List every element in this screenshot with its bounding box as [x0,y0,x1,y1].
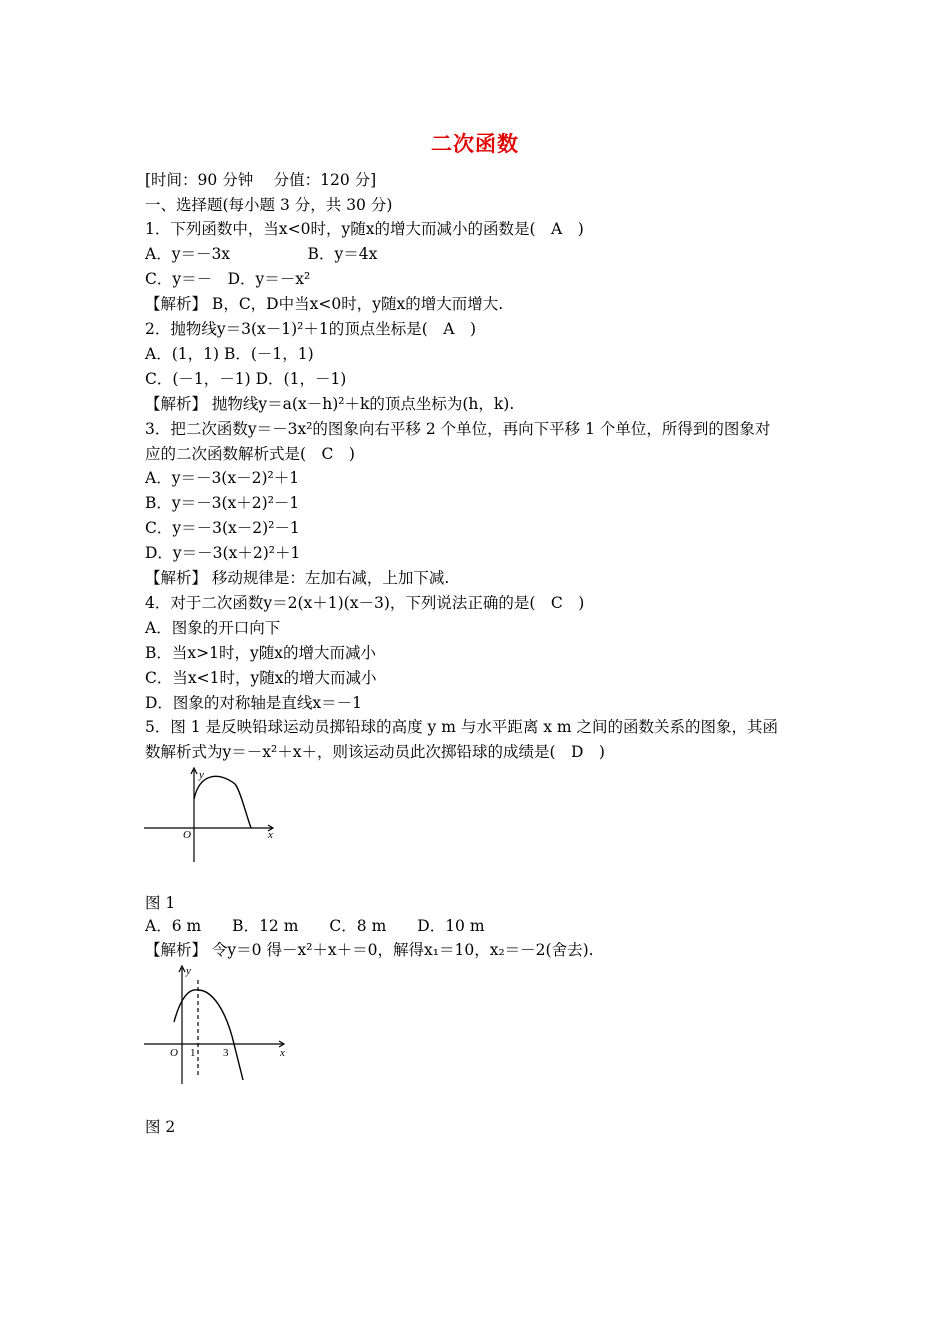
fig1-x-label: x [268,829,273,841]
q3-stem-line1: 3．把二次函数y＝－3x²的图象向右平移 2 个单位，再向下平移 1 个单位，所得到的图象对 [145,420,771,438]
fig1-origin-label: O [183,829,191,841]
q3-option-c: C．y＝－3(x－2)²－1 [145,519,300,537]
q3-analysis: 【解析】 移动规律是：左加右减，上加下减. [145,569,450,587]
q2-stem: 2．抛物线y＝3(x－1)²＋1的顶点坐标是( A ) [145,320,477,338]
q3-stem-line2: 应的二次函数解析式是( C ) [145,445,355,463]
q1-analysis: 【解析】 B，C，D中当x<0时，y随x的增大而增大. [145,295,504,313]
figure-2-graph [140,960,295,1088]
q2-analysis: 【解析】 抛物线y＝a(x－h)²＋k的顶点坐标为(h，k). [145,395,515,413]
q4-option-b: B．当x>1时，y随x的增大而减小 [145,644,376,662]
figure-1-caption: 图 1 [145,894,176,912]
q2-options-cd: C．(－1，－1) D．(1，－1) [145,370,347,388]
figure-1-graph [140,762,285,866]
fig2-origin-label: O [170,1047,178,1059]
q4-stem: 4．对于二次函数y＝2(x＋1)(x－3)，下列说法正确的是( C ) [145,594,585,612]
q5-options: A．6 m B．12 m C．8 m D．10 m [145,917,485,935]
q5-analysis: 【解析】 令y＝0 得－x²＋x＋＝0，解得x₁＝10，x₂＝－2(舍去). [145,941,594,959]
page-title: 二次函数 [431,131,519,156]
q5-stem-line2: 数解析式为y＝－x²＋x＋，则该运动员此次掷铅球的成绩是( D ) [145,743,605,761]
fig1-y-label: y [199,769,204,781]
fig2-tick-1: 1 [190,1047,196,1059]
fig2-y-label: y [186,965,191,977]
fig2-tick-3: 3 [223,1047,229,1059]
q4-option-a: A．图象的开口向下 [145,619,281,637]
q1-stem: 1．下列函数中，当x<0时，y随x的增大而减小的函数是( A ) [145,220,584,238]
q4-option-d: D．图象的对称轴是直线x＝－1 [145,694,363,712]
q3-option-a: A．y＝－3(x－2)²＋1 [145,469,300,487]
fig2-x-label: x [280,1047,285,1059]
fig2-parabola [174,990,243,1080]
q1-options-cd: C．y＝－ D．y＝－x² [145,270,311,288]
q5-stem-line1: 5．图 1 是反映铅球运动员掷铅球的高度 y m 与水平距离 x m 之间的函数关系的图象，其函 [145,718,779,736]
figure-2-caption: 图 2 [145,1118,176,1136]
section-heading: 一、选择题(每小题 3 分，共 30 分) [145,196,393,214]
q2-options-ab: A．(1，1) B．(－1，1) [145,345,314,363]
q1-options-ab: A．y＝－3x B．y＝4x [145,245,378,263]
q3-option-d: D．y＝－3(x＋2)²＋1 [145,544,301,562]
q4-option-c: C．当x<1时，y随x的增大而减小 [145,669,377,687]
q3-option-b: B．y＝－3(x＋2)²－1 [145,494,300,512]
fig1-parabola [194,776,251,828]
exam-meta: [时间：90 分钟 分值：120 分] [145,171,377,189]
